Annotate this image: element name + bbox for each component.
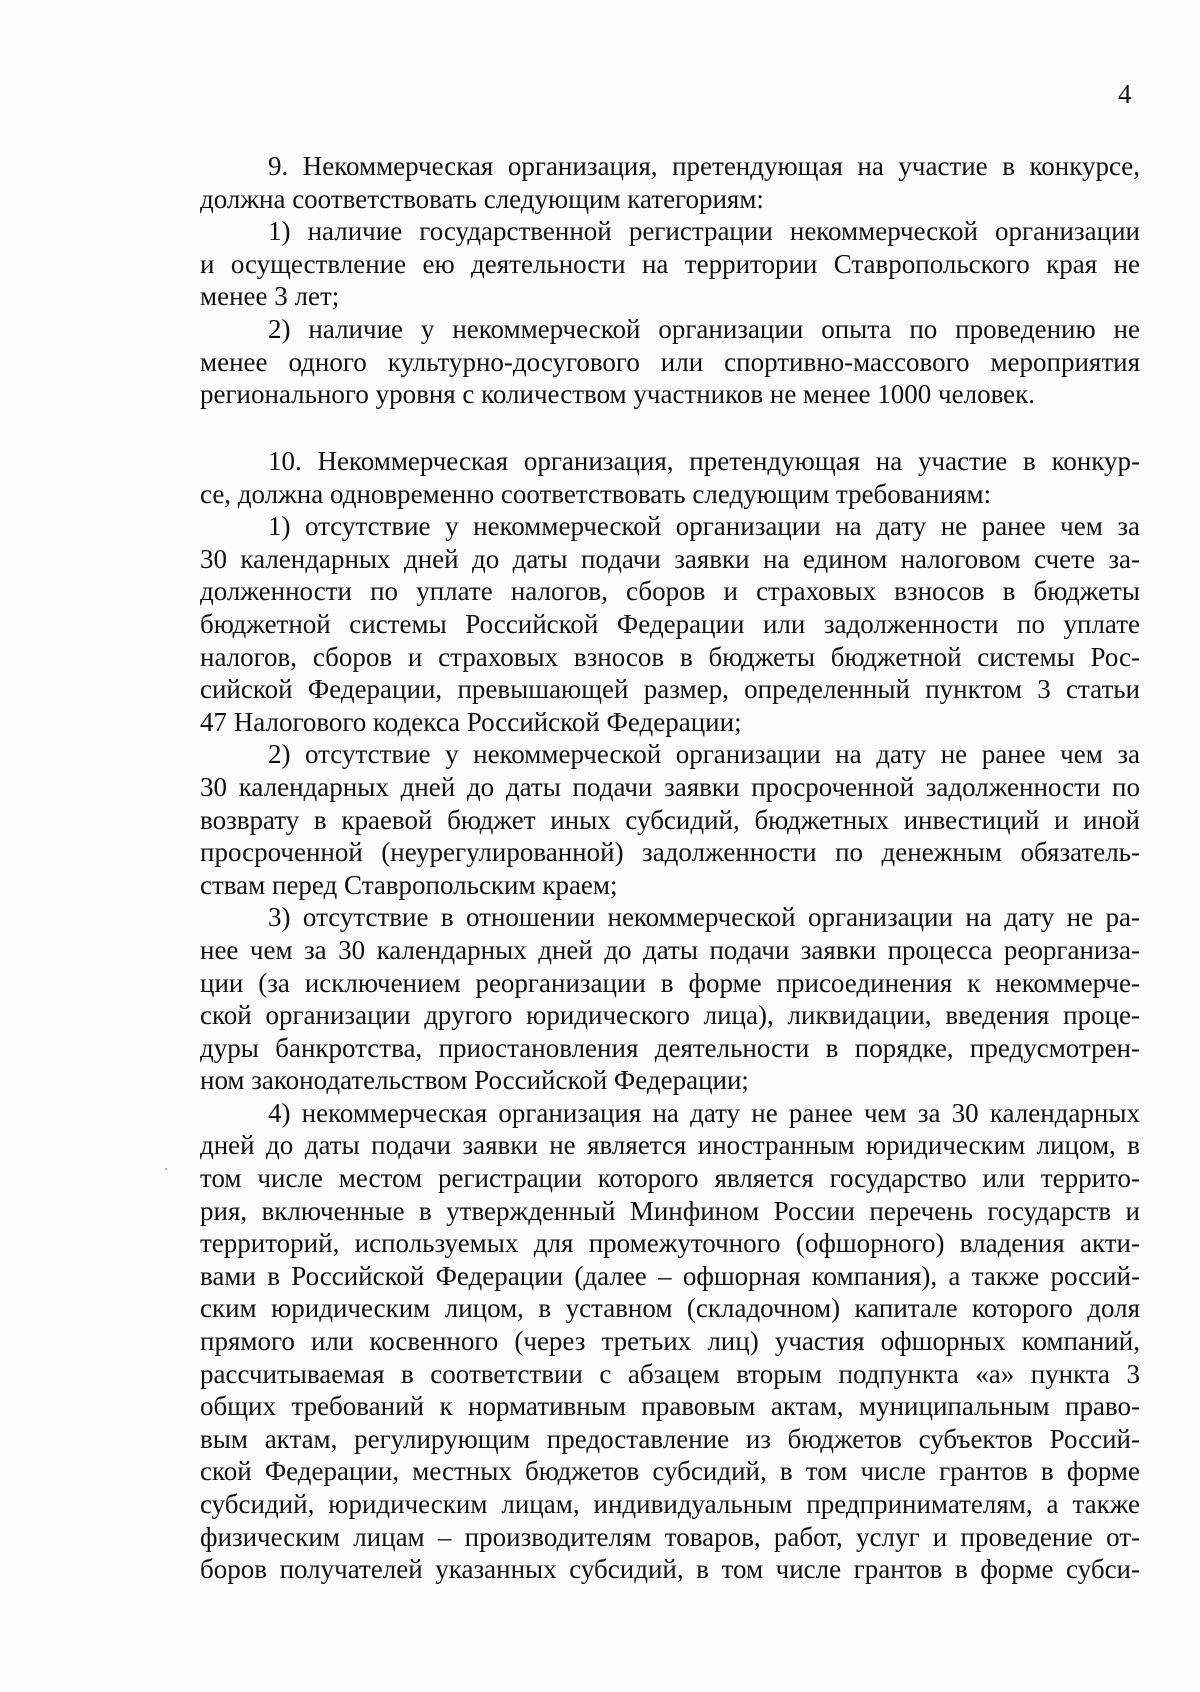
paragraph-line: 4) некоммерческая организация на дату не ранее чем за 30 календарных: [268, 1097, 1140, 1128]
paragraph-line: ской Федерации, местных бюджетов субсидий, в том числе грантов в форме: [200, 1456, 1140, 1487]
paragraph-line: бюджетной системы Российской Федерации или задолженности по уплате: [200, 608, 1140, 639]
paragraph-line: рассчитываемая в соответствии с абзацем вторым подпункта «а» пункта 3: [200, 1358, 1140, 1389]
paragraph-line: 9. Некоммерческая организация, претендующая на участие в конкурсе,: [268, 151, 1140, 181]
paragraph-line: 3) отсутствие в отношении некоммерческой организации на дату не ра-: [268, 902, 1140, 933]
paragraph-line: просроченной (неурегулированной) задолженности по денежным обязатель-: [200, 837, 1140, 868]
paragraph-line: ской организации другого юридического лица), ликвидации, введения проце-: [200, 1000, 1140, 1031]
paragraph-line: сийской Федерации, превышающей размер, определенный пунктом 3 статьи: [200, 674, 1140, 705]
paragraph-line: налогов, сборов и страховых взносов в бюджеты бюджетной системы Рос-: [200, 641, 1140, 672]
paragraph-line: 30 календарных дней до даты подачи заявки просроченной задолженности по: [200, 771, 1140, 802]
paragraph-line: должна соответствовать следующим категориям:: [200, 183, 764, 214]
paragraph-line: возврату в краевой бюджет иных субсидий, бюджетных инвестиций и иной: [200, 804, 1140, 835]
paragraph-line: нее чем за 30 календарных дней до даты подачи заявки процесса реорганиза-: [200, 934, 1140, 965]
paragraph-line: прямого или косвенного (через третьих лиц) участия офшорных компаний,: [200, 1326, 1140, 1357]
paragraph-line: 47 Налогового кодекса Российской Федерации;: [200, 706, 742, 737]
paragraph-line: боров получателей указанных субсидий, в том числе грантов в форме субси-: [200, 1554, 1140, 1585]
paragraph-line: се, должна одновременно соответствовать следующим требованиям:: [200, 478, 992, 509]
paragraph-line: вами в Российской Федерации (далее – офшорная компания), а также россий-: [200, 1260, 1140, 1291]
paragraph-line: ским юридическим лицом, в уставном (складочном) капитале которого доля: [200, 1293, 1140, 1324]
paragraph-line: долженности по уплате налогов, сборов и страховых взносов в бюджеты: [200, 576, 1140, 607]
paragraph-line: 1) отсутствие у некоммерческой организации на дату не ранее чем за: [268, 511, 1140, 542]
paragraph-line: субсидий, юридическим лицам, индивидуальным предпринимателям, а также: [200, 1489, 1140, 1519]
section-10: [200, 445, 1140, 1586]
paragraph-line: том числе местом регистрации которого является государство или террито-: [200, 1163, 1140, 1194]
paragraph-line: 1) наличие государственной регистрации некоммерческой организации: [268, 216, 1140, 247]
paragraph-line: вым актам, регулирующим предоставление из бюджетов субъектов Россий-: [200, 1423, 1140, 1454]
paragraph-line: физическим лицам – производителям товаров, работ, услуг и проведение от-: [200, 1521, 1140, 1552]
paragraph-line: ствам перед Ставропольским краем;: [200, 869, 618, 900]
paragraph-line: дней до даты подачи заявки не является иностранным юридическим лицом, в: [200, 1130, 1140, 1161]
paragraph-line: 30 календарных дней до даты подачи заявки на едином налоговом счете за-: [200, 543, 1140, 574]
paragraph-line: менее одного культурно-досугового или спортивно-массового мероприятия: [200, 346, 1140, 377]
paragraph-line: ном законодательством Российской Федерации;: [200, 1065, 749, 1096]
paragraph-line: менее 3 лет;: [200, 281, 340, 312]
paragraph-line: территорий, используемых для промежуточного (офшорного) владения акти-: [200, 1228, 1140, 1259]
paragraph-line: и осуществление ею деятельности на территории Ставропольского края не: [200, 248, 1140, 279]
page-number: 4: [1118, 79, 1132, 109]
paragraph-line: ции (за исключением реорганизации в форме присоединения к некоммерче-: [200, 967, 1140, 998]
paragraph-line: 2) наличие у некоммерческой организации опыта по проведению не: [268, 313, 1140, 344]
scan-speck: [165, 1168, 167, 1170]
paragraph-line: 2) отсутствие у некоммерческой организации на дату не ранее чем за: [268, 739, 1140, 770]
paragraph-line: дуры банкротства, приостановления деятельности в порядке, предусмотрен-: [200, 1032, 1140, 1063]
paragraph-line: рия, включенные в утвержденный Минфином России перечень государств и: [200, 1195, 1140, 1226]
paragraph-line: регионального уровня с количеством участников не менее 1000 человек.: [200, 379, 1036, 410]
section-9: [200, 150, 1140, 411]
paragraph-line: 10. Некоммерческая организация, претендующая на участие в конкур-: [268, 446, 1140, 476]
paragraph-line: общих требований к нормативным правовым актам, муниципальным право-: [200, 1391, 1140, 1422]
